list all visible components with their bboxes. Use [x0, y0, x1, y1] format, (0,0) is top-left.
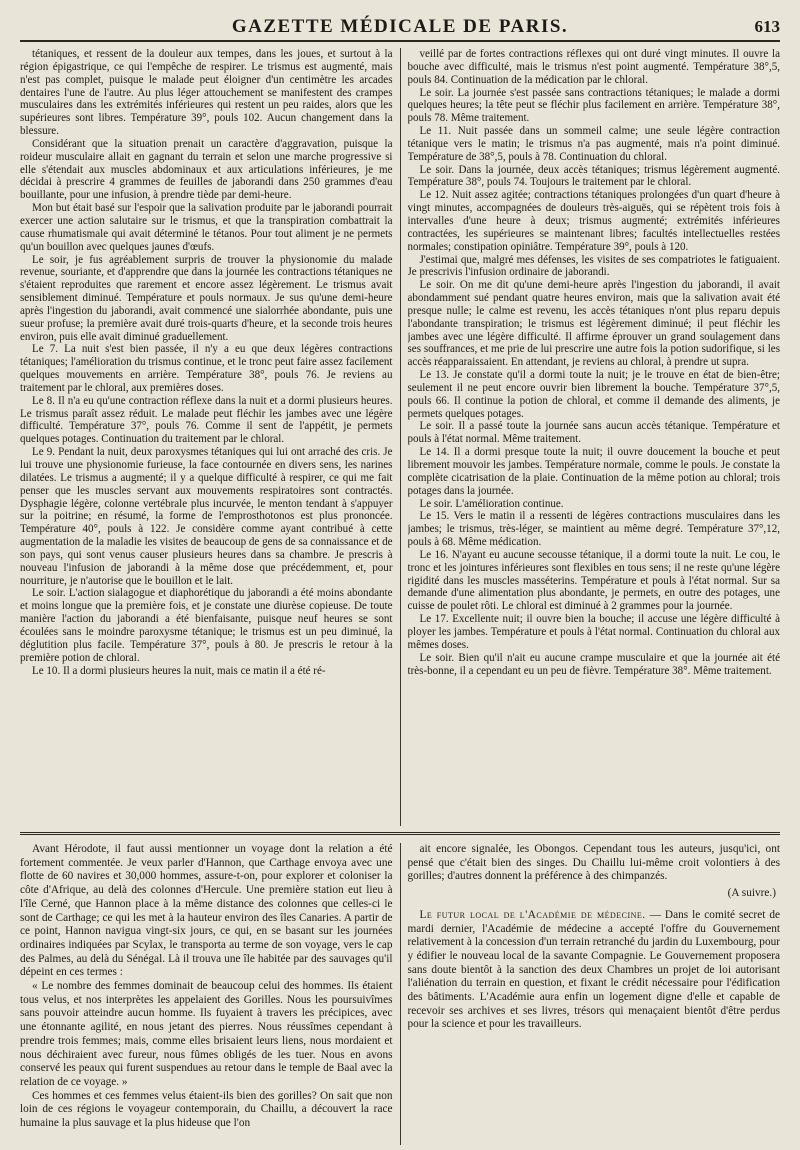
observation-paragraph: Le soir. Dans la journée, deux accès tétaniques; trismus légèrement augmenté. Température 38°, pouls 74. Toujours le traitement par le chloral.	[407, 163, 780, 189]
observation-paragraph: Le soir, je fus agréablement surpris de trouver la physionomie du malade revenue, souriante, et d'apprendre que dans la journée les contractions tétaniques ne s'étaient reproduites que rarement et encore assez légèrement. Le trismus avait sensiblement diminué. Température et pouls normaux. Je sus qu'une demi-heure après l'ingestion du jaborandi, avait commencé une sialorrhée abondante, puis une sueur profuse; la première avait duré trois-quarts d'heure, et la seconde trois heures environ, puis elle avait diminué graduellement.	[20, 253, 393, 343]
journal-title: GAZETTE MÉDICALE DE PARIS.	[231, 16, 569, 37]
feuilleton-paragraph: Avant Hérodote, il faut aussi mentionner un voyage dont la relation a été fortement commentée. Je veux parler d'Hannon, que Carthage envoya avec une flotte de 60 navires et 30,000 hommes, assure-t-on, pour explorer et coloniser la côte d'Afrique, au delà des colonnes d'Hercule. Une première station eut lieu à l'île Cerné, que Hannon place à la même distance des colonnes que celles-ci le sont de Carthage; ce qui les met à la hauteur environ des îles Canaries. A partir de ce point, Hannon navigua vingt-six jours, ce qui, en se basant sur les journées ordinaires indiquées par Scylax, le transporta au terme de son voyage, vers le cap des Palmes, au delà du Sénégal. Là il trouva une île habitée par des sauvages qu'il dépeint en ces termes :	[20, 843, 393, 979]
observation-paragraph: Le 10. Il a dormi plusieurs heures la nuit, mais ce matin il a été ré-	[32, 664, 326, 677]
observation-paragraph: Considérant que la situation prenait un caractère d'aggravation, puisque la roideur musculaire allait en gagnant du terrain et selon une marche progressive si elle s'étendait aux muscles abdominaux et aux articulations inférieures, je me décidai à prescrire 4 grammes de feuilles de jaborandi dans 250 grammes d'eau bouillante, pour une infusion, à prendre tiède par demi-heure.	[20, 137, 393, 202]
observation-paragraph: Le soir. On me dit qu'une demi-heure après l'ingestion du jaborandi, il avait abondamment sué pendant quatre heures environ, mais que la salivation avait été presque nulle; le calme est revenu, les accès tétaniques n'ont plus reparu depuis l'abondante transpiration; le trismus est légèrement diminué; il peut fléchir les jambes avec une légère difficulté. Il affirme éprouver un grand soulagement dans ses souffrances, et me prie de lui prescrire une autre fois la potion sudorifique, si les accès réapparaissaient. En attendant, je reviens au chloral, à prendre ut supra.	[407, 279, 780, 369]
observation-paragraph: Le 14. Il a dormi presque toute la nuit; il ouvre doucement la bouche et peut librement mouvoir les jambes. Température normale, comme le pouls. Je constate la complète cicatrisation de la plaie. Continuation de la même potion au chloral; trois potages dans la journée.	[407, 446, 780, 497]
feuilleton-right-column	[408, 843, 781, 1145]
news-body: — Dans le comité secret de mardi dernier, l'Académie de médecine a accepté l'offre du Gouvernement relativement à la concession d'un terrain retranché du jardin du Luxembourg, pour y édifier le nouveau local de la savante Compagnie. Le Gouvernement proposera sans doute bientôt à la sanction des deux Chambres un projet de loi autorisant l'aliénation du terrain en question, et fixant le crédit nécessaire pour l'édification des bâtiments. L'Académie aura enfin un logement digne d'elle et capable de recevoir ses archives et ses livres, trésors qui menaçaient bientôt d'être perdus pour la science et pour les travailleurs.	[407, 908, 780, 1031]
observation-paragraph: Le 17. Excellente nuit; il ouvre bien la bouche; il accuse une légère difficulté à ployer les jambes. Température et pouls à l'état normal. Continuation du chloral aux mêmes doses.	[407, 613, 780, 651]
observation-paragraph: Le soir. L'action sialagogue et diaphorétique du jaborandi a été moins abondante et moins longue que la première fois, et je constate une diurèse copieuse. De toute manière l'action du jaborandi a été bienfaisante, puisque neuf heures se sont écoulées sans le moindre paroxysme tétanique; le trismus est un peu diminué, la déglutition plus facile. Température 37°, pouls à 80. Je prescris le retour à la première potion de chloral.	[20, 587, 393, 664]
observation-paragraph: tétaniques, et ressent de la douleur aux tempes, dans les joues, et surtout à la région épigastrique, ce qui l'empêche de respirer. Le trismus est augmenté, mais n'est pas complet, puisque le malade peut éloigner d'un centimètre les arcades dentaires l'une de l'autre. Au plus léger attouchement se manifestent des crampes musculaires dans les extrémités inférieures qui restent un peu raides, alors que les supérieures sont libres. Température 39°, pouls 102. Aucun changement dans la blessure.	[20, 48, 393, 138]
feuilleton-paragraph: Ces hommes et ces femmes velus étaient-ils bien des gorilles? On sait que non loin de ces régions le voyageur contemporain, du Chaillu, a découvert la race humaine la plus sauvage et la plus hideuse que l'on	[20, 1089, 393, 1130]
observation-paragraph: Le 7. La nuit s'est bien passée, il n'y a eu que deux légères contractions tétaniques; l'amélioration du trismus continue, et le tronc peut faire assez facilement quelques mouvements en arrière. Température 38°, pouls 76. Je reviens au traitement par le chloral, aux premières doses.	[20, 343, 393, 394]
observation-paragraph: Le soir. La journée s'est passée sans contractions tétaniques; le malade a dormi quelques heures; la tête peut se fléchir plus facilement en arrière. Température 38°, pouls 78. Même traitement.	[407, 86, 780, 125]
case-observation	[20, 42, 780, 826]
observation-paragraph: J'estimai que, malgré mes défenses, les visites de ses compatriotes le fatiguaient. Je prescrivis l'infusion ordinaire de jaborandi.	[407, 253, 780, 279]
observation-paragraph: Le 9. Pendant la nuit, deux paroxysmes tétaniques qui lui ont arraché des cris. Je lui trouve une physionomie furieuse, la face contournée en divers sens, les narines dilatées. Le trismus a augmenté; il y a quelque difficulté à respirer, ce qui me fait penser que les muscles servant aux mouvements respiratoires sont contractés. Dysphagie légère, colonne vertébrale plus incurvée, le menton tendant à s'appuyer sur la poitrine; en résumé, la forme de l'emprosthotonos est plus prononcée. Température 40°, pouls à 122. Je considère comme ayant contribué à cette augmentation de la maladie les visites de beaucoup de gens de sa connaissance et de son pays, qui sont venus causer plusieurs heures dans sa chambre. Je prescris à nouveau l'infusion de jaborandi à la même dose que précédemment, et, pour nourriture, je n'autorise que le bouillon et le lait.	[20, 446, 393, 587]
observation-paragraph: Le 12. Nuit assez agitée; contractions tétaniques prolongées d'un quart d'heure à vingt minutes, accompagnées de douleurs très-aiguës, qui se répètent trois fois à intervalles d'une heure à deux; trismus augmenté; extrémités inférieures contractées, les supérieures se maintenant libres; facultés intellectuelles restées normales; constipation opiniâtre. Température 39°, pouls à 120.	[407, 189, 780, 253]
news-item	[408, 909, 781, 1032]
observation-paragraph: Le 16. N'ayant eu aucune secousse tétanique, il a dormi toute la nuit. Le cou, le tronc et les jointures inférieures sont flexibles en tous sens; il ne reste qu'une légère rigidité dans les muscles masséterins. Température et pouls à l'état normal. Sur sa demande d'une alimentation plus abondante, je permets, en outre des potages, une cuisse de poulet rôti. Le chloral est diminué à 2 grammes pour la journée.	[407, 548, 780, 613]
observation-paragraph: Mon but était basé sur l'espoir que la salivation produite par le jaborandi pourrait exercer une action salutaire sur le trismus, et que la transpiration combattrait la cause rhumatismale qui avait déterminé le tétanos. Pour tout aliment je ne permets qu'un bouillon avec quelques jaunes d'œufs.	[20, 202, 393, 253]
column-divider	[400, 843, 401, 1145]
feuilleton-paragraph: « Le nombre des femmes dominait de beaucoup celui des hommes. Ils étaient tous velus, et nos interprètes les appelaient des Gorilles. Nous les poursuivîmes sans pouvoir atteindre aucun homme. Ils fuyaient à travers les précipices, avec une étonnante agilité, en nous jetant des pierres. Nous réussîmes cependant à prendre trois femmes; mais, comme elles brisaient leurs liens, nous mordaient et nous déchiraient avec fureur, nous fûmes obligés de les tuer. Nous en avons conservé les peaux qui furent suspendues au retour dans le temple de Baal avec la relation de ce voyage. »	[20, 980, 393, 1088]
observation-paragraph: Le soir. L'amélioration continue.	[419, 497, 564, 510]
observation-paragraph: Le 13. Je constate qu'il a dormi toute la nuit; je le trouve en état de bien-être; seulement il ne peut encore ouvrir bien librement la bouche. Température 37°,5, pouls 66. Il continue la potion de chloral, et comme il demande des aliments, je permets quelques potages.	[407, 369, 780, 420]
observation-right-column	[408, 48, 781, 826]
observation-paragraph: Le 15. Vers le matin il a ressenti de légères contractions musculaires dans les jambes; le trismus, très-léger, se maintient au même degré. Température 37°,12, pouls à 68. Même médication.	[407, 510, 780, 549]
news-headline: Le futur local de l'Académie de médecine.	[419, 908, 646, 921]
feuilleton-left-column	[20, 843, 393, 1145]
page-header	[20, 14, 780, 42]
observation-paragraph: Le soir. Il a passé toute la journée sans aucun accès tétanique. Température et pouls à l'état normal. Même traitement.	[407, 420, 780, 446]
feuilleton-section	[20, 835, 780, 1145]
observation-paragraph: Le 11. Nuit passée dans un sommeil calme; une seule légère contraction tétanique vers le matin; le trismus n'a pas augmenté, mais n'a point diminué. Température de 38°,5, pouls à 78. Continuation du chloral.	[407, 125, 780, 163]
feuilleton-paragraph: ait encore signalée, les Obongos. Cependant tous les auteurs, jusqu'ici, ont pensé que c'était bien des singes. Du Chaillu lui-même croit volontiers à des gorilles; d'autres donnent la préférence à des chimpanzés.	[407, 843, 780, 883]
observation-left-column	[20, 48, 393, 826]
page-number: 613	[754, 17, 780, 36]
column-divider	[400, 48, 401, 826]
observation-paragraph: Le 8. Il n'a eu qu'une contraction réflexe dans la nuit et a dormi plusieurs heures. Le trismus paraît assez réduit. Le malade peut fléchir les jambes avec une légère difficulté. Température 37°, pouls 76. Comme il sent de l'appétit, je permets quelques potages. Continuation du traitement par le chloral.	[20, 394, 393, 446]
observation-paragraph: veillé par de fortes contractions réflexes qui ont duré vingt minutes. Il ouvre la bouche avec difficulté, mais le trismus n'est point augmenté. Température 38°,5, pouls 84. Continuation de la médication par le chloral.	[407, 48, 780, 86]
observation-paragraph: Le soir. Bien qu'il n'ait eu aucune crampe musculaire et que la journée ait été très-bonne, il a cependant eu un peu de fièvre. Température 38°. Même traitement.	[407, 651, 780, 677]
continuation-note: (A suivre.)	[727, 887, 776, 900]
